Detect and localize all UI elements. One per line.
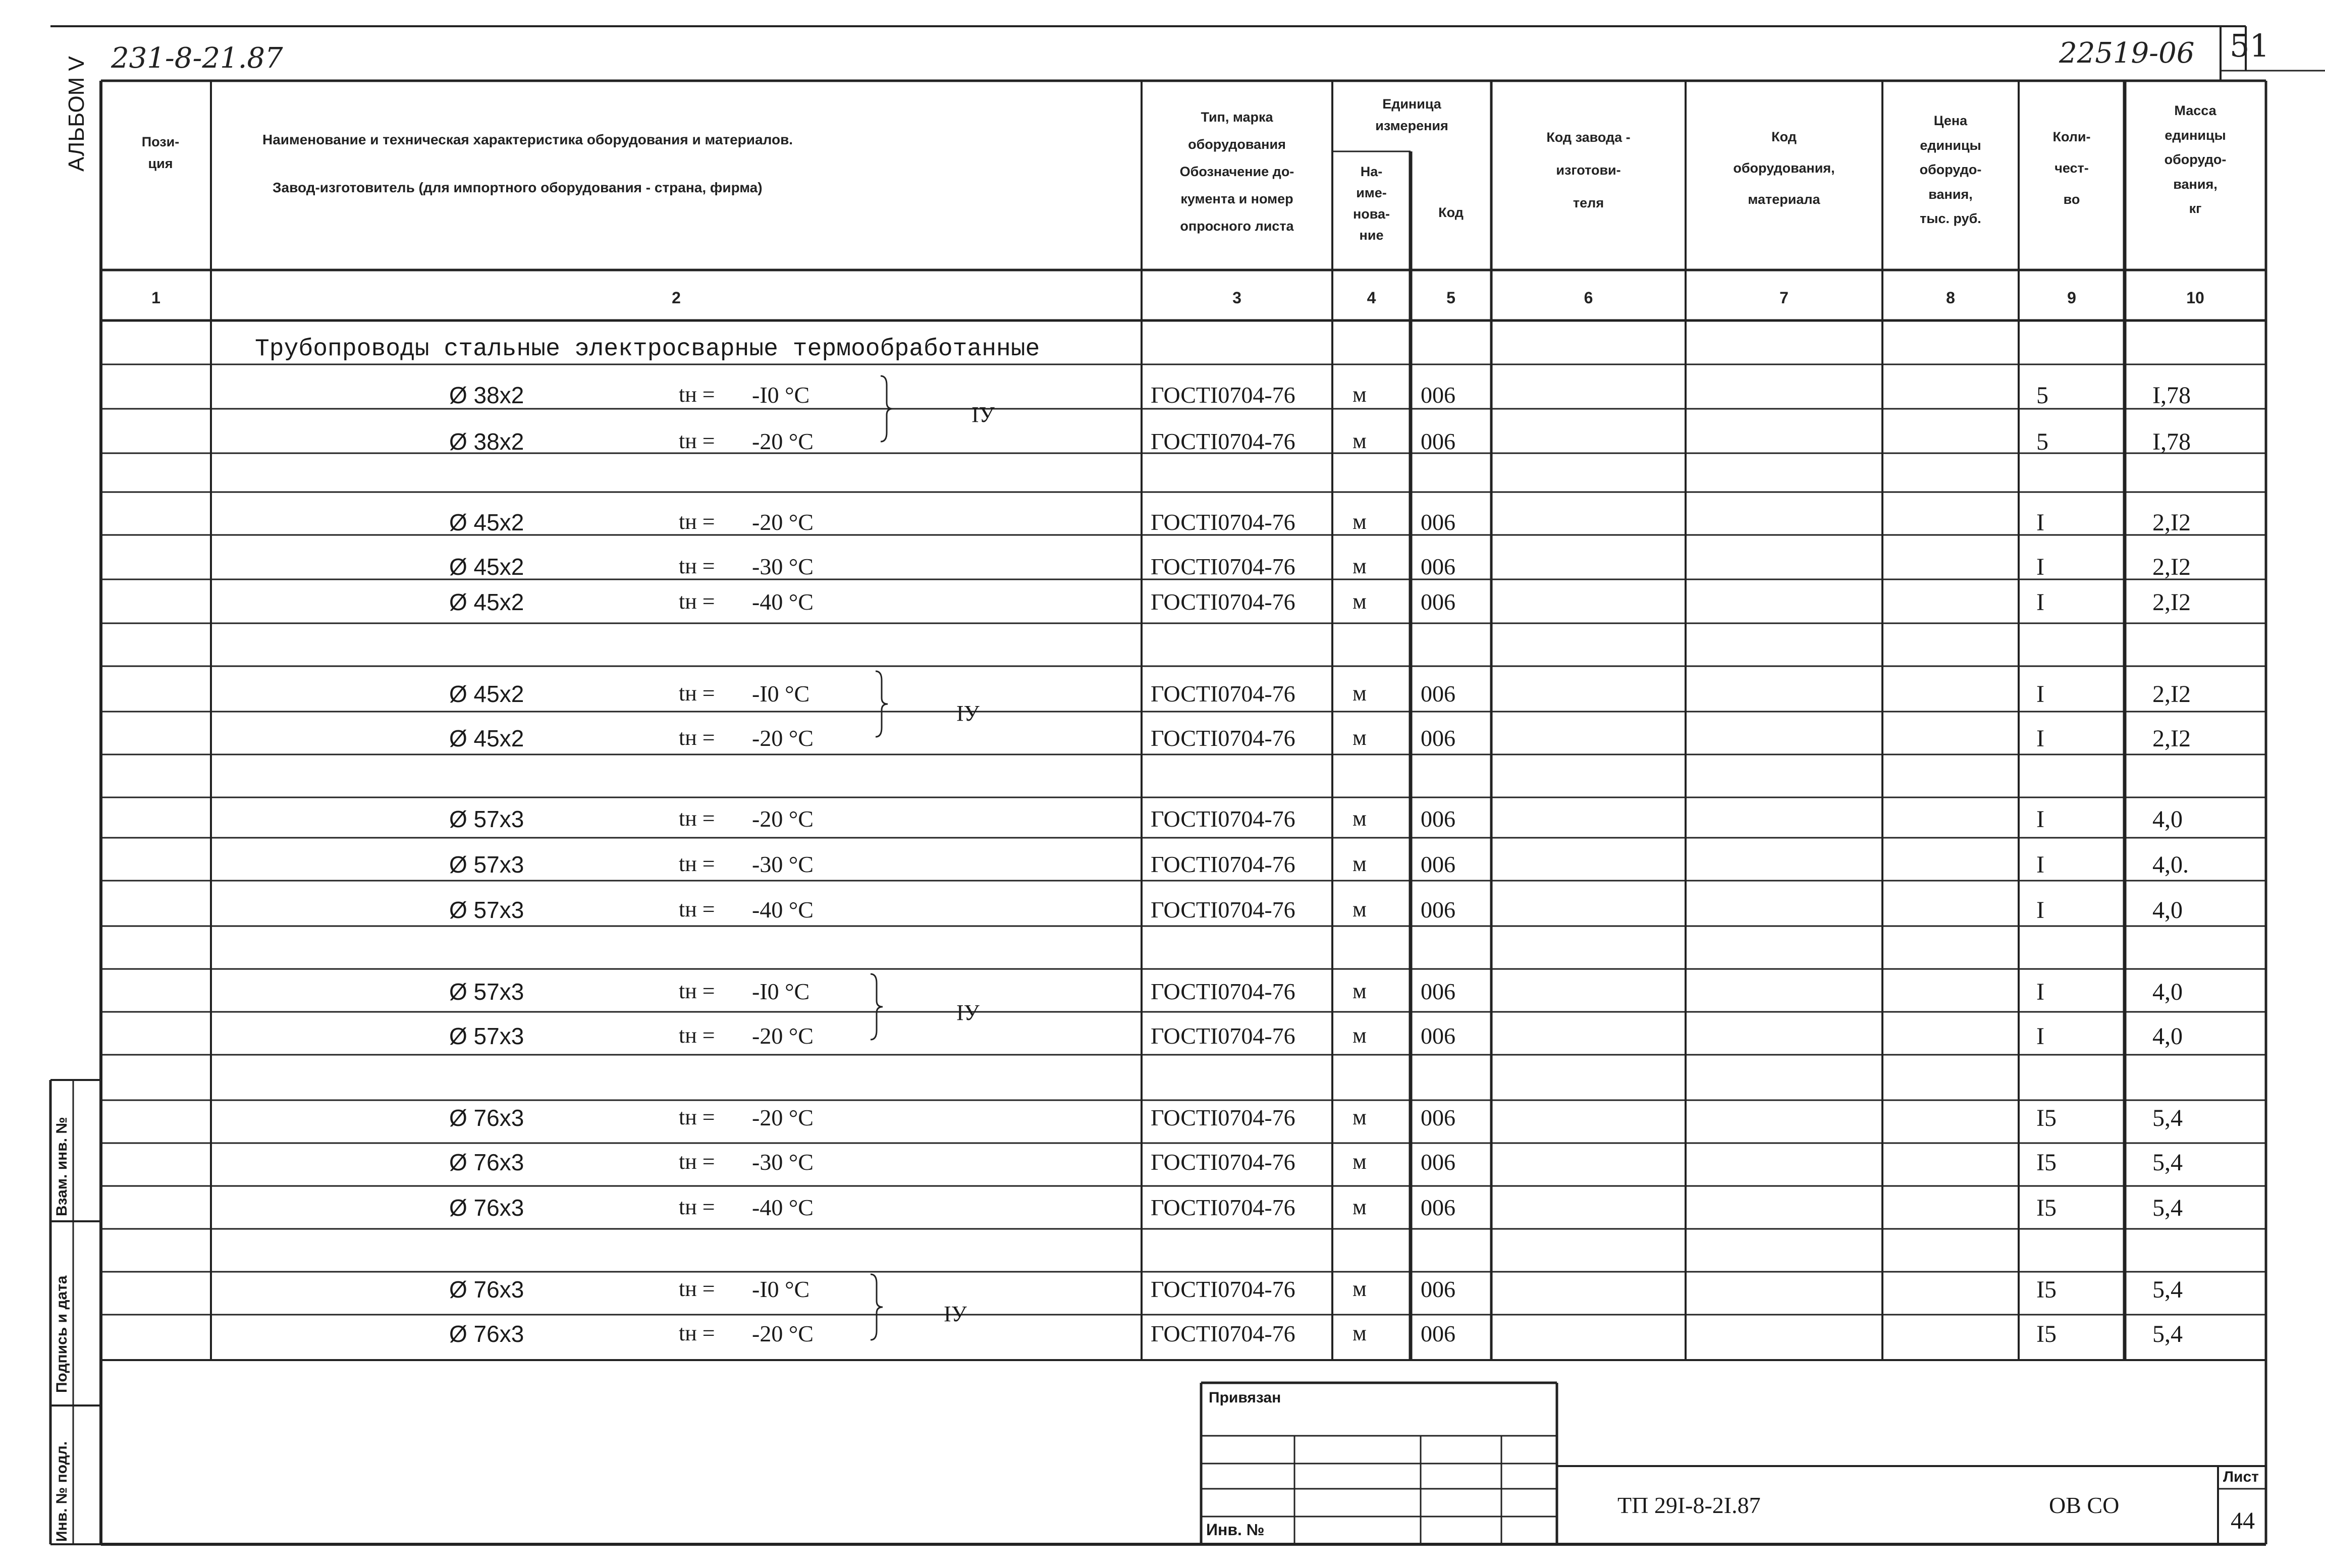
corner-code-right: 22519-06 [2059,37,2195,70]
quantity: I5 [2036,1321,2057,1347]
temperature-value: -20 °C [752,725,814,751]
header-unit-price: Цена единицы оборудо- вания, тыс. руб. [1919,113,1982,227]
corner-page-number: 51 [2230,27,2269,64]
unit-code: 006 [1421,509,1455,535]
pipe-size: Ø 57x3 [449,851,524,878]
pipe-size: Ø 45x2 [449,589,524,615]
column-number: 6 [1584,289,1593,307]
temperature-label: tн = [679,897,715,922]
unit-code: 006 [1421,897,1455,923]
unit-code: 006 [1421,681,1455,707]
header-name-line2: Завод-изготовитель (для импортного оборудования - страна, фирма) [273,180,763,195]
temperature-label: tн = [679,589,715,614]
temperature-value: -20 °C [752,806,814,832]
temperature-label: tн = [679,1321,715,1345]
unit-code: 006 [1421,1276,1455,1302]
climate-mark: IУ [944,1302,967,1326]
unit-name: м [1353,851,1367,876]
quantity: 5 [2036,382,2048,409]
pipe-size: Ø 45x2 [449,554,524,580]
header-plant-code: Код завода - изготови- теля [1546,130,1631,210]
unit-mass: 4,0 [2152,806,2183,833]
temperature-label: tн = [679,428,715,453]
unit-name: м [1353,897,1367,922]
column-number: 3 [1232,289,1241,307]
unit-code: 006 [1421,589,1455,615]
unit-mass: 4,0 [2152,897,2183,924]
quantity: I [2036,725,2044,752]
unit-name: м [1353,806,1367,831]
pipe-size: Ø 45x2 [449,509,524,535]
unit-code: 006 [1421,1149,1455,1175]
unit-name: м [1353,509,1367,534]
unit-code: 006 [1421,1195,1455,1220]
climate-mark: IУ [956,1000,980,1025]
header-name-line1: Наименование и техническая характеристика оборудования и материалов. [262,132,793,147]
temperature-value: -20 °C [752,428,814,454]
temperature-label: tн = [679,1149,715,1174]
document-code: ГОСТI0704-76 [1151,1195,1295,1220]
unit-mass: 5,4 [2152,1321,2183,1347]
document-code: ГОСТI0704-76 [1151,897,1295,923]
temperature-label: tн = [679,725,715,750]
temperature-value: -I0 °C [752,979,810,1004]
pipe-size: Ø 38x2 [449,382,524,408]
column-number: 4 [1367,289,1376,307]
unit-code: 006 [1421,1023,1455,1049]
unit-mass: 4,0 [2152,979,2183,1005]
header-quantity: Коли- чест- во [2052,129,2091,207]
document-code: ГОСТI0704-76 [1151,509,1295,535]
temperature-value: -40 °C [752,589,814,615]
temperature-value: -30 °C [752,554,814,579]
temperature-label: tн = [679,1105,715,1129]
temperature-value: -I0 °C [752,681,810,707]
pipe-size: Ø 57x3 [449,979,524,1005]
header-unit-group: Единица измерения [1375,96,1448,134]
quantity: I5 [2036,1105,2057,1131]
unit-mass: I,78 [2152,382,2191,409]
header-unit-mass: Масса единицы оборудо- вания, кг [2164,103,2227,217]
stamp-sheet-number: 44 [2231,1507,2255,1534]
side-stamp-original-inv: Инв. № подл. [53,1441,70,1542]
temperature-label: tн = [679,1023,715,1048]
quantity: I [2036,1023,2044,1050]
unit-name: м [1353,979,1367,1003]
column-number: 8 [1946,289,1955,307]
unit-mass: 2,I2 [2152,554,2191,580]
unit-name: м [1353,589,1367,614]
pipe-size: Ø 76x3 [449,1149,524,1175]
temperature-value: -30 °C [752,851,814,877]
unit-name: м [1353,1321,1367,1345]
unit-mass: 2,I2 [2152,509,2191,536]
temperature-label: tн = [679,806,715,831]
stamp-privyazan: Привязан [1209,1389,1281,1406]
temperature-label: tн = [679,851,715,876]
unit-mass: 5,4 [2152,1105,2183,1131]
temperature-value: -I0 °C [752,1276,810,1302]
unit-mass: 2,I2 [2152,589,2191,616]
temperature-value: -40 °C [752,1195,814,1220]
temperature-value: -20 °C [752,1321,814,1346]
unit-code: 006 [1421,1321,1455,1346]
temperature-label: tн = [679,681,715,706]
document-code: ГОСТI0704-76 [1151,725,1295,751]
document-code: ГОСТI0704-76 [1151,1023,1295,1049]
quantity: I [2036,554,2044,580]
stamp-stage: ОВ СО [2049,1492,2120,1518]
document-code: ГОСТI0704-76 [1151,851,1295,877]
unit-mass: 5,4 [2152,1195,2183,1221]
temperature-value: -I0 °C [752,382,810,408]
header-type-mark: Тип, марка оборудования Обозначение до- кумента и номер опросного листа [1179,110,1294,234]
document-code: ГОСТI0704-76 [1151,1276,1295,1302]
section-title: Трубопроводы стальные электросварные термообработанные [255,336,1040,363]
unit-mass: 5,4 [2152,1276,2183,1303]
quantity: I [2036,589,2044,616]
climate-mark: IУ [956,701,980,726]
unit-mass: 4,0 [2152,1023,2183,1050]
document-code: ГОСТI0704-76 [1151,806,1295,832]
unit-name: м [1353,1195,1367,1219]
temperature-value: -40 °C [752,897,814,923]
temperature-value: -20 °C [752,1023,814,1049]
stamp-doc-code: ТП 29I-8-2I.87 [1617,1492,1761,1518]
document-code: ГОСТI0704-76 [1151,554,1295,579]
unit-code: 006 [1421,851,1455,877]
unit-code: 006 [1421,806,1455,832]
header-unit-code: Код [1438,205,1464,220]
pipe-size: Ø 57x3 [449,897,524,923]
unit-name: м [1353,681,1367,706]
quantity: I [2036,979,2044,1005]
unit-mass: 5,4 [2152,1149,2183,1176]
side-stamp-signature-date: Подпись и дата [53,1275,70,1393]
quantity: I5 [2036,1149,2057,1176]
document-code: ГОСТI0704-76 [1151,589,1295,615]
column-number: 2 [672,289,681,307]
pipe-size: Ø 38x2 [449,428,524,455]
unit-name: м [1353,1149,1367,1174]
pipe-size: Ø 76x3 [449,1321,524,1347]
temperature-label: tн = [679,382,715,407]
unit-name: м [1353,1105,1367,1129]
pipe-size: Ø 76x3 [449,1105,524,1131]
temperature-label: tн = [679,979,715,1003]
quantity: I [2036,509,2044,536]
climate-mark: IУ [971,402,995,427]
document-code: ГОСТI0704-76 [1151,979,1295,1004]
temperature-value: -20 °C [752,1105,814,1130]
stamp-sheet-label: Лист [2223,1469,2259,1485]
quantity: 5 [2036,428,2048,455]
unit-code: 006 [1421,382,1455,408]
document-code: ГОСТI0704-76 [1151,1321,1295,1346]
quantity: I [2036,897,2044,924]
unit-code: 006 [1421,554,1455,579]
corner-code-left: 231-8-21.87 [111,42,283,75]
pipe-size: Ø 76x3 [449,1195,524,1221]
unit-name: м [1353,1023,1367,1048]
column-number: 1 [151,289,160,307]
unit-code: 006 [1421,428,1455,454]
unit-code: 006 [1421,1105,1455,1130]
temperature-label: tн = [679,1195,715,1219]
document-code: ГОСТI0704-76 [1151,428,1295,454]
document-code: ГОСТI0704-76 [1151,681,1295,707]
quantity: I [2036,681,2044,708]
unit-name: м [1353,382,1367,407]
temperature-value: -20 °C [752,509,814,535]
pipe-size: Ø 57x3 [449,1023,524,1049]
unit-mass: 2,I2 [2152,725,2191,752]
stamp-inv-no: Инв. № [1206,1521,1265,1539]
column-number: 9 [2067,289,2076,307]
quantity: I [2036,851,2044,878]
unit-code: 006 [1421,725,1455,751]
quantity: I5 [2036,1276,2057,1303]
unit-mass: 4,0. [2152,851,2189,878]
unit-code: 006 [1421,979,1455,1004]
document-code: ГОСТI0704-76 [1151,1105,1295,1130]
temperature-label: tн = [679,554,715,578]
quantity: I [2036,806,2044,833]
unit-name: м [1353,725,1367,750]
header-unit-name: На- име- нова- ние [1353,164,1390,243]
pipe-size: Ø 45x2 [449,681,524,707]
temperature-label: tн = [679,1276,715,1301]
pipe-size: Ø 76x3 [449,1276,524,1303]
document-code: ГОСТI0704-76 [1151,1149,1295,1175]
column-number: 10 [2186,289,2204,307]
unit-name: м [1353,1276,1367,1301]
temperature-label: tн = [679,509,715,534]
temperature-value: -30 °C [752,1149,814,1175]
quantity: I5 [2036,1195,2057,1221]
pipe-size: Ø 45x2 [449,725,524,751]
column-number: 5 [1446,289,1455,307]
header-position: Пози- ция [141,134,180,172]
side-stamp-replacement-inv: Взам. инв. № [53,1117,70,1216]
pipe-size: Ø 57x3 [449,806,524,832]
column-number: 7 [1779,289,1789,307]
unit-name: м [1353,554,1367,578]
header-equipment-code: Код оборудования, материала [1733,129,1835,207]
unit-name: м [1353,428,1367,453]
unit-mass: I,78 [2152,428,2191,455]
album-label: АЛЬБОМ V [64,56,89,172]
document-code: ГОСТI0704-76 [1151,382,1295,408]
unit-mass: 2,I2 [2152,681,2191,708]
